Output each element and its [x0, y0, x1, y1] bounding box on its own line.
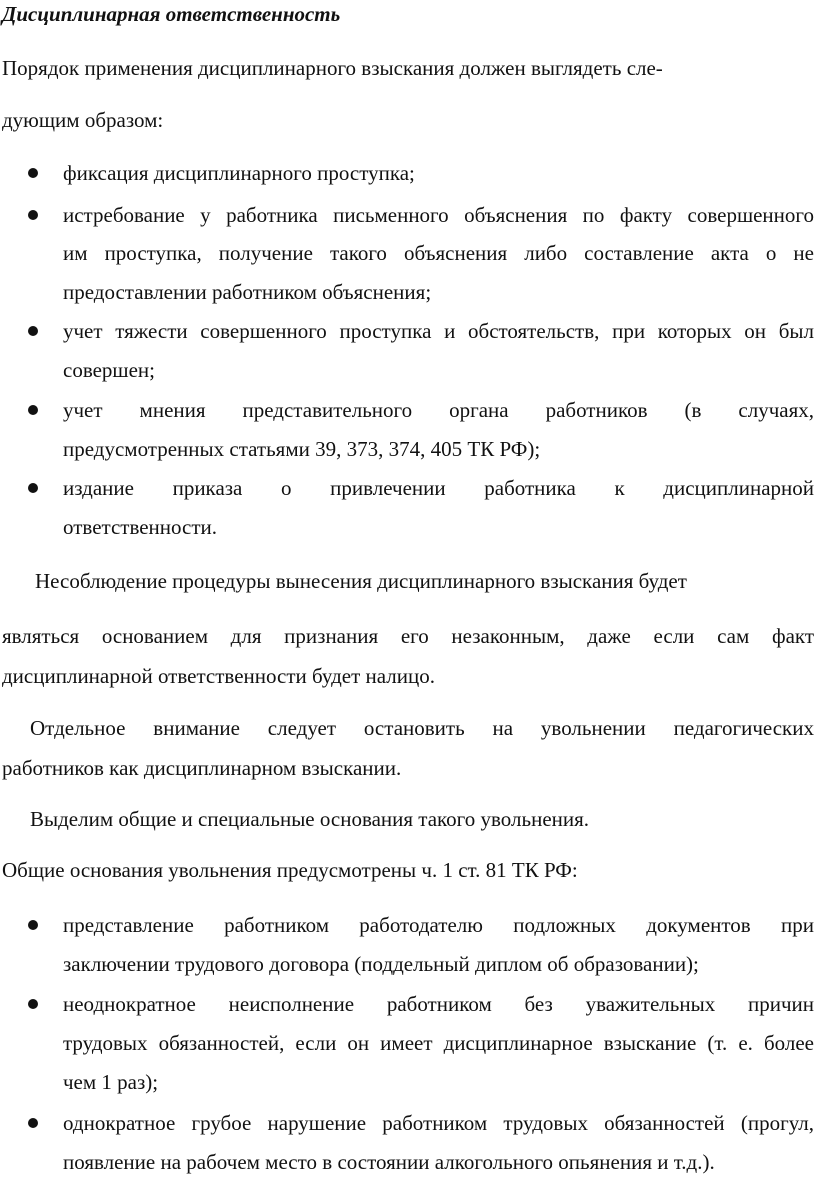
- list1-item4-line1: учет мнения представительного органа работников (в случаях,: [63, 398, 814, 422]
- para3-line1: Выделим общие и специальные основания такого увольнения.: [30, 807, 590, 831]
- list2-item2-line3: чем 1 раз);: [63, 1070, 159, 1094]
- list1-item3-line1: учет тяжести совершенного проступка и обстоятельств, при которых он был: [63, 319, 814, 343]
- list1-item1-line1: фиксация дисциплинарного проступка;: [63, 161, 415, 185]
- list2-item1-line1: представление работником работодателю подложных документов при: [63, 913, 814, 937]
- list2-item3-line2: появление на рабочем место в состоянии алкогольного опьянения и т.д.).: [63, 1150, 715, 1174]
- bullet-icon: [28, 326, 38, 336]
- bullet-icon: [28, 920, 38, 930]
- list1-item4-line2: предусмотренных статьями 39, 373, 374, 405 ТК РФ);: [63, 437, 541, 461]
- list1-item3-line2: совершен;: [63, 358, 155, 382]
- bullet-icon: [28, 210, 38, 220]
- bullet-icon: [28, 168, 38, 178]
- list1-item2-line2: им проступка, получение такого объяснения либо составление акта о не: [63, 241, 814, 265]
- bullet-icon: [28, 1118, 38, 1128]
- list2-item3-line1: однократное грубое нарушение работником трудовых обязанностей (прогул,: [63, 1111, 814, 1135]
- para1-line2: являться основанием для признания его незаконным, даже если сам факт: [2, 624, 814, 648]
- list2-item1-line2: заключении трудового договора (поддельный диплом об образовании);: [63, 952, 699, 976]
- intro-line-2: дующим образом:: [2, 108, 164, 132]
- para4-line1: Общие основания увольнения предусмотрены ч. 1 ст. 81 ТК РФ:: [2, 858, 578, 882]
- list1-item5-line2: ответственности.: [63, 515, 218, 539]
- bullet-icon: [28, 483, 38, 493]
- list2-item2-line2: трудовых обязанностей, если он имеет дисциплинарное взыскание (т. е. более: [63, 1031, 814, 1055]
- bullet-icon: [28, 405, 38, 415]
- list1-item5-line1: издание приказа о привлечении работника к дисциплинарной: [63, 476, 814, 500]
- list2-item2-line1: неоднократное неисполнение работником без уважительных причин: [63, 992, 814, 1016]
- intro-line-1: Порядок применения дисциплинарного взыскания должен выглядеть сле-: [2, 56, 663, 80]
- list1-item2-line3: предоставлении работником объяснения;: [63, 280, 432, 304]
- para1-line3: дисциплинарной ответственности будет налицо.: [2, 664, 435, 688]
- list1-item2-line1: истребование у работника письменного объяснения по факту совершенного: [63, 203, 814, 227]
- bullet-icon: [28, 999, 38, 1009]
- document-title: Дисциплинарная ответственность: [2, 2, 341, 26]
- para1-line1: Несоблюдение процедуры вынесения дисциплинарного взыскания будет: [35, 569, 687, 593]
- para2-line1: Отдельное внимание следует остановить на увольнении педагогических: [30, 716, 814, 740]
- para2-line2: работников как дисциплинарном взыскании.: [2, 756, 402, 780]
